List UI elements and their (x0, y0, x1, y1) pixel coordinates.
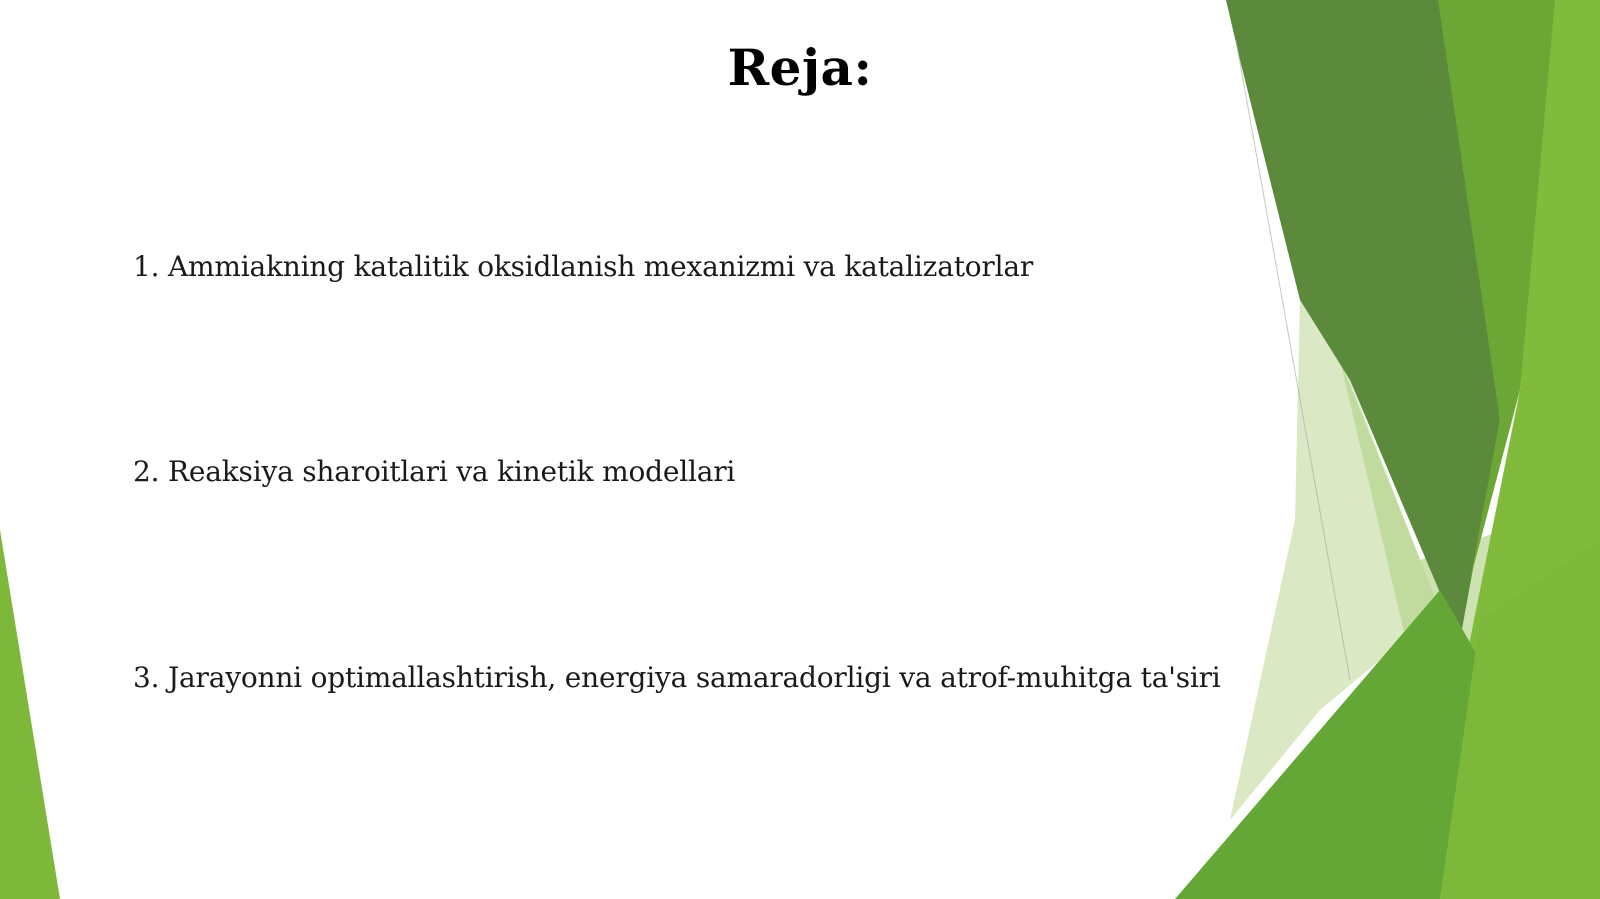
left-green-shape (0, 530, 60, 899)
plan-item-3: 3. Jarayonni optimallashtirish, energiya samaradorligi va atrof-muhitga ta'siri (133, 661, 1221, 694)
plan-list (133, 0, 1263, 899)
slide-title: Reja: (727, 38, 873, 97)
plan-item-2: 2. Reaksiya sharoitlari va kinetik modellari (133, 455, 736, 488)
plan-item-1: 1. Ammiakning katalitik oksidlanish mexanizmi va katalizatorlar (133, 250, 1034, 283)
